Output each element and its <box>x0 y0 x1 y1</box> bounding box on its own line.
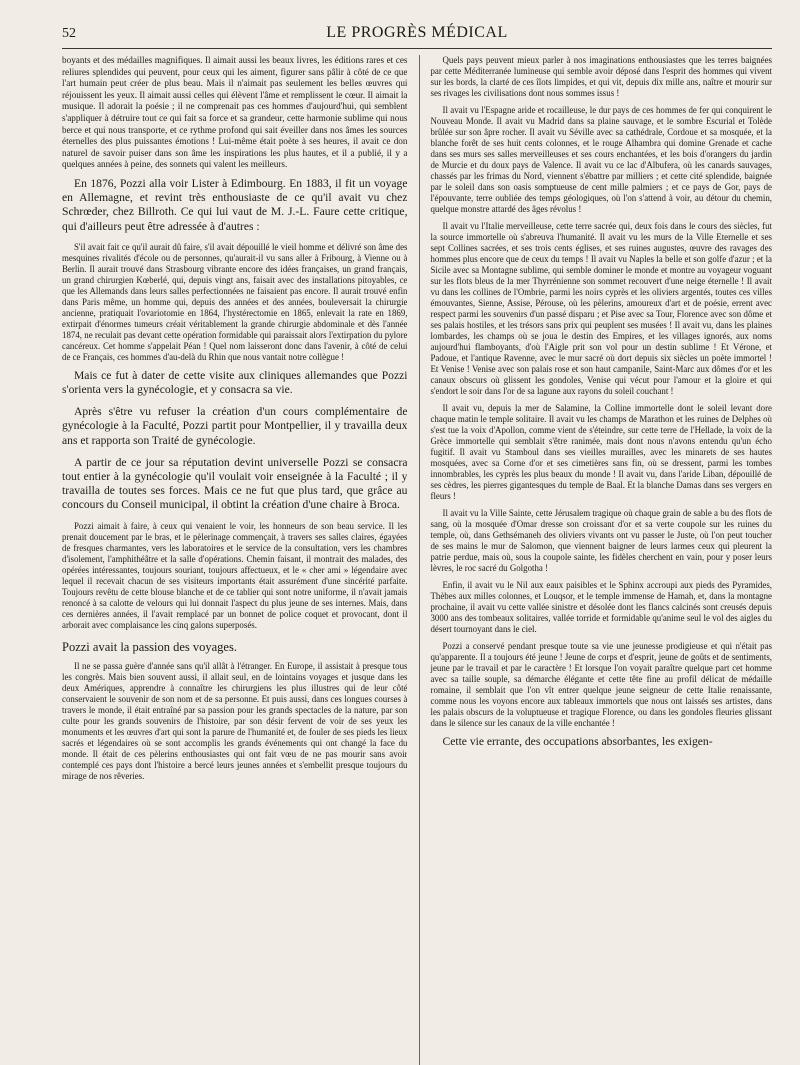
paragraph: Cette vie errante, des occupations absorbantes, les exigen- <box>442 735 713 748</box>
right-column <box>419 55 772 1065</box>
paragraph: A partir de ce jour sa réputation devint universelle Pozzi se consacra tout entier à la gynécologie qu'il voulait voir enseignée à la Faculté ; il y travailla de toutes ses forces. Mais ce ne fut que plus tard, que grâce au concours du Conseil municipal, il obtint la création d'une chaire à Broca. <box>62 455 408 512</box>
journal-title: LE PROGRÈS MÉDICAL <box>326 24 508 41</box>
article-columns <box>62 55 772 1065</box>
paragraph: Il avait vu, depuis la mer de Salamine, la Colline immortelle dont le soleil levant dore chaque matin le temple solitaire. Il avait vu les champs de Marathon et les ruines de Delphes où s'est tue la voix d'Apollon, comme vient de s'éteindre, sur cette terre de l'Hellade, la voix de la Grèce immortelle qui semblait s'être ranimée, mais dont nous n'avons entendu qu'un écho fugitif. Il avait vu Stamboul dans ses vieilles murailles, avec les minarets de ses hautes mosquées, avec sa Corne d'or et ses cimetières sans fin, où se dressent, parmi les tombes innombrables, les cyprès les plus beaux du monde ! Il avait vu, dans l'aride Liban, dépouillé de ses cèdres, les pierres gigantesques du temple de Baal. Et la blanche Damas dans ses vergers en fleurs ! <box>430 403 772 501</box>
paragraph: Quels pays peuvent mieux parler à nos imaginations enthousiastes que les terres baignées par cette Méditerranée lumineuse qui semble avoir déposé dans l'esprit des hommes qui vivent sur les bords, la clarté de ces îlots limpides, et qui vit, depuis dix mille ans, naître et mourir sur ses rivages les civilisations dont nous sommes issus ! <box>430 55 772 98</box>
paragraph: Pozzi a conservé pendant presque toute sa vie une jeunesse prodigieuse et qui n'était pas qu'apparente. Il a toujours été jeune ! Jeune de corps et d'esprit, jeune de goûts et de sentiments, jeune par le travail et par le caractère ! Et lorsque l'on voyait paraître quelque part cet homme avec sa taille souple, sa démarche élégante et cette tête fine au profil délicat de médaille romaine, il semblait que l'on vît entrer quelque jeune seigneur de cette Italie renaissante, comme nous les voyons encore aux tableaux immortels que nous ont laissés ses artistes, dans les palais obscurs de la voluptueuse et tragique Florence, ou dans les gondoles fleuries glissant dans le silence sur les canaux de la ville enchantée ! <box>430 641 772 728</box>
paragraph: Il ne se passa guère d'année sans qu'il allât à l'étranger. En Europe, il assistait à presque tous les congrès. Mais bien souvent aussi, il allait seul, en de lointains voyages et jusque dans les deux Amériques, apprendre à connaître les chirurgiens les plus illustres qui de leur côté conservaient le souvenir de son nom et de sa personne. Et puis aussi, dans ces longues courses à travers le monde, il était entraîné par sa passion pour les grands spectacles de la nature, par son culte pour les grands souvenirs de l'histoire, par son désir fervent de voir de ses yeux les monuments et les œuvres d'art qui sont la parure de l'humanité et, de fouler de ses pieds les lieux sacrés et légendaires où se sont accomplis les grands événements qui ont changé la face du monde. Il était de ces pèlerins enthousiastes qui ont fait vœu de ne pas mourir sans avoir contemplé ces pays dont l'histoire a bercé leurs jeunes années et s'embellit presque toujours du mirage de nos rêveries. <box>62 660 408 781</box>
paragraph: Après s'être vu refuser la création d'un cours complémentaire de gynécologie à la Faculté, Pozzi partit pour Montpellier, il y travailla deux ans et rapporta son Traité de gynécologie. <box>62 405 408 447</box>
paragraph: boyants et des médailles magnifiques. Il aimait aussi les beaux livres, les éditions rares et ces reliures splendides qui peuvent, pour ceux qui les aiment, figurer sans pâlir à côté de ce que l'art humain peut créer de plus beau. Mais il n'aimait pas seulement les belles œuvres qui réjouissent les yeux. Il aimait aussi celles qui élèvent l'âme et remplissent le cœur. Il aimait la musique. Il adorait la poésie ; il ne comprenait pas ces hommes d'aujourd'hui, qui semblent s'appliquer à détruire tout ce qui fait sa force et sa grandeur, cette harmonie sublime qui nous berce et qui nous transporte, et ce rythme profond qui sait éveiller dans nos âmes les sources éternelles des plus puissantes émotions ! Lui-même était poète à ses heures, il avait ce don naturel de savoir puiser dans son âme les inspirations les plus hautes, et il a publié, il y a quelques années à peine, des sonnets qui valent les meilleurs. <box>62 55 408 170</box>
paragraph: En 1876, Pozzi alla voir Lister à Edimbourg. En 1883, il fit un voyage en Allemagne, et revint très enthousiaste de ce qu'il avait vu chez Schrœder, chez Billroth. Ce qui lui vaut de M. J.-L. Faure cette critique, qui d'ailleurs peut être adressée à d'autres : <box>62 176 408 233</box>
paragraph: Il avait vu l'Espagne aride et rocailleuse, le dur pays de ces hommes de fer qui conquirent le Nouveau Monde. Il avait vu Madrid dans sa plaine sauvage, et le sombre Escurial et Tolède brûlée sur son âpre rocher. Il avait vu Séville avec sa cathédrale, Cordoue et sa mosquée, et la blanche forêt de ses huit cents colonnes, et le rouge Alhambra qui domine Grenade et cache dans ses murs ses salles merveilleuses et ses cours enchantées, et les bois d'orangers du jardin de Murcie et du doux pays de Valence. Il avait vu ce lac d'Albufera, où les canards sauvages, chassés par les frimas du Nord, viennent s'ébattre par milliers ; et cette cité splendide, baignée par le soleil dans son oasis somptueuse de cent mille palmiers ; et ce pays de Gor, pays de l'épouvante, terre oubliée des temps géologiques, où l'on s'attend à voir, au détour du chemin, quelque monstre attardé des âges révolus ! <box>430 105 772 214</box>
page-header <box>62 22 772 49</box>
paragraph: Pozzi avait la passion des voyages. <box>62 639 237 654</box>
paragraph: Il avait vu l'Italie merveilleuse, cette terre sacrée qui, deux fois dans le cours des siècles, fut la source immortelle où s'abreuva l'humanité. Il avait vu les murs de la Ville Eternelle et ses sept Collines sacrées, et ses trois cents églises, et ses ruines augustes, œuvre des ravages des hommes plus encore que de ceux du temps ! Il avait vu Naples la belle et son golfe d'azur ; et la Sicile avec sa Montagne sublime, qui semble dominer le monde et montre au voyageur voguant sur les flots bleus de la mer Thyrrénienne son sommet recouvert d'une neige éternelle ! Il avait vu dans les collines de l'Ombrie, parmi les noirs cyprès et les oliviers argentés, toutes ces villes émouvantes, Sienne, Assise, Pérouse, où les pèlerins, amoureux d'art et de poésie, errent avec respect parmi les souvenirs d'un passé disparu ; et Pise avec sa Tour, Florence avec son dôme et ses palais hostiles, et les trésors sans prix qui peuplent ses musées ! Il avait vu, dans les plaines lombardes, les champs où se joua le destin des Empires, et les villages ignorés, aux noms aujourd'hui flamboyants, d'où l'Aigle prit son vol pour un destin sublime ! Et Vérone, et Padoue, et l'antique Ravenne, avec le mur sacré où dort depuis six siècles un poète immortel ! Et Venise ! Venise avec son palais rose et son haut campanile, Saint-Marc aux dômes d'or et les canaux obscurs où glissent les gondoles, Venise qui vécut pour l'amour et la gloire et qui s'endort le soir dans l'or de sa lagune aux rayons du soleil couchant ! <box>430 221 772 396</box>
paragraph: Mais ce fut à dater de cette visite aux cliniques allemandes que Pozzi s'orienta vers la gynécologie, et y consacra sa vie. <box>62 368 408 396</box>
page-number: 52 <box>62 26 76 41</box>
paragraph: Il avait vu la Ville Sainte, cette Jérusalem tragique où chaque grain de sable a bu des flots de sang, où la mosquée d'Omar dresse son croissant d'or et sa verte coupole sur les ruines du temple, où, dans Gethsémaneh des oliviers vivants ont vu passer le Juste, où l'on peut toucher de ses mains le mur de Salomon, que viennent baigner de leurs larmes ceux qui pleurent la patrie perdue, mais où, sous la coupole sainte, les fidèles cherchent en vain, pour y poser leurs lèvres, le roc sacré du Golgotha ! <box>430 508 772 573</box>
left-column <box>62 55 407 1065</box>
paragraph: Enfin, il avait vu le Nil aux eaux paisibles et le Sphinx accroupi aux pieds des Pyramides, Thèbes aux milles colonnes, et Louqsor, et le temple immense de Hamah, et, dans la montagne prochaine, il avait vu cette vallée sinistre et désolée dont les flancs calcinés sont creusés depuis 3000 ans des tombeaux solitaires, vallée torride et formidable qu'anime seul le vol des aigles du désert tournoyant dans le ciel. <box>430 580 772 634</box>
paragraph: S'il avait fait ce qu'il aurait dû faire, s'il avait dépouillé le vieil homme et délivré son âme des mesquines rivalités d'école ou de personnes, qu'aurait-il vu sans aller à Fribourg, à Vienne ou à Berlin. Il aurait trouvé dans Strasbourg vibrante encore des idées françaises, un grand français, un grand chirurgien Kœberlé, qui, depuis vingt ans, faisait avec des installations pitoyables, ce que les Allemands dans leurs salles perfectionnées ne faisaient pas encore. Il aurait trouvé enfin dans Paris même, un homme qui, depuis des années et des années, bouleversait la chirurgie ancienne, pratiquait l'ovariotomie en 1864, l'hystérectomie en 1865, enlevait la rate en 1869, extirpait d'énormes tumeurs créait véritablement la grande chirurgie abdominale et dès l'année 1874, ne reculait pas devant cette opération formidable qui paraissait alors l'extirpation du pylore cancéreux. Cet homme s'appelait Péan ! Quel nom laisseront donc dans l'avenir, à côté de celui de ce Français, ces hommes d'au-delà du Rhin que nous vantait notre collègue ! <box>62 241 408 362</box>
paragraph: Pozzi aimait à faire, à ceux qui venaient le voir, les honneurs de son beau service. Il les prenait doucement par le bras, et le pèlerinage commençait, à travers ses salles claires, égayées de fresques charmantes, vers les laboratoires et le service de la consultation, vers les chambres d'isolement, l'amphithéâtre et la salle d'opérations. Chemin faisant, il montrait des malades, des opérées intéressantes, toujours souriant, toujours affectueux, et le « cher ami » légendaire avec lequel il recevait chacun de ses visiteurs importants était assurément d'une sincérité parfaite. Toujours revêtu de cette blouse blanche et de ce tablier qui sont notre uniforme, il n'avait jamais renoncé à sa calotte de velours qui lui donnait l'aspect du plus jeune de ses internes. Mais, dans ces dernières années, il l'avait remplacé par un bonnet de police coquet et provocant, dont il arborait avec complaisance les cinq galons superposés. <box>62 520 408 630</box>
